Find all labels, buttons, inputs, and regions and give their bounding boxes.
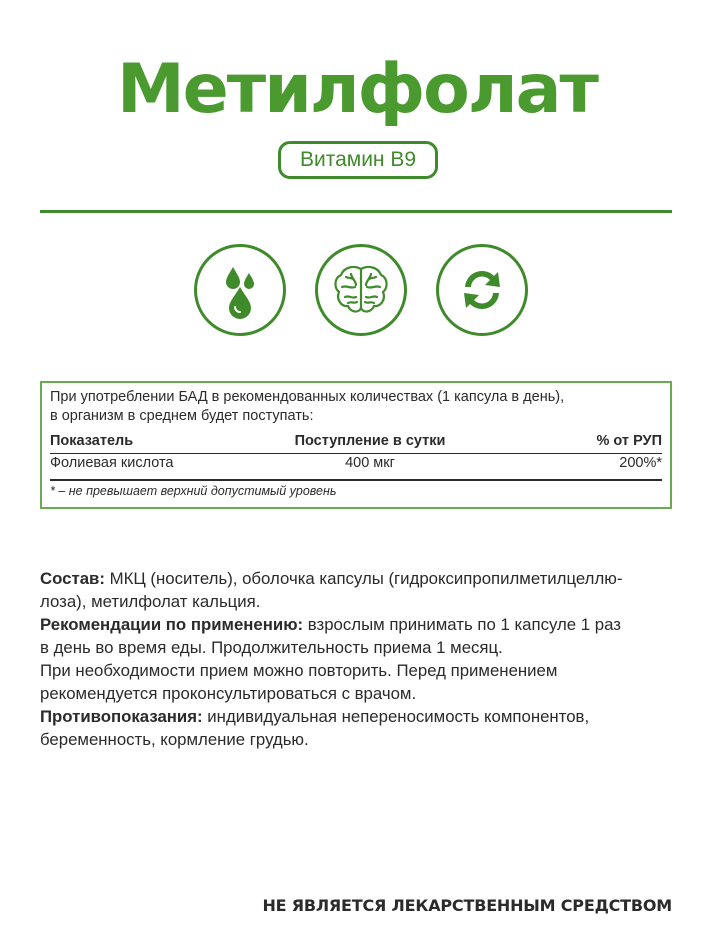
contraindications-line-1: Противопоказания: индивидуальная непереносимость компонентов, — [40, 707, 590, 726]
contraindications-label: Противопоказания: — [40, 707, 203, 726]
drops-icon — [194, 244, 286, 336]
composition-line-1: Состав: МКЦ (носитель), оболочка капсулы (гидроксипропилметилцеллю- — [40, 569, 623, 588]
table-divider — [50, 453, 662, 454]
header-indicator: Показатель — [50, 433, 134, 449]
info-intro: При употреблении БАД в рекомендованных количествах (1 капсула в день), в организм в среднем будет поступать: — [50, 389, 565, 424]
refresh-icon — [436, 244, 528, 336]
composition-label: Состав: — [40, 569, 105, 588]
brain-icon — [315, 244, 407, 336]
header-percent: % от РУП — [596, 433, 662, 449]
divider — [40, 210, 672, 213]
cell-amount: 400 мкг — [345, 455, 395, 471]
product-title: Метилфолат — [117, 50, 597, 129]
nutrition-info-box — [40, 381, 672, 509]
usage-line-1: Рекомендации по применению: взрослым принимать по 1 капсуле 1 раз — [40, 615, 621, 634]
product-description — [40, 567, 680, 751]
usage-line-4: рекомендуется проконсультироваться с врачом. — [40, 684, 417, 703]
product-subtitle-badge: Витамин B9 — [278, 141, 438, 179]
contraindications-line-2: беременность, кормление грудью. — [40, 730, 309, 749]
disclaimer: НЕ ЯВЛЯЕТСЯ ЛЕКАРСТВЕННЫМ СРЕДСТВОМ — [262, 896, 672, 915]
table-header — [50, 433, 662, 453]
cell-ingredient: Фолиевая кислота — [50, 455, 174, 471]
usage-label: Рекомендации по применению: — [40, 615, 304, 634]
composition-line-2: лоза), метилфолат кальция. — [40, 592, 261, 611]
header-daily-intake: Поступление в сутки — [294, 433, 446, 449]
usage-line-3: При необходимости прием можно повторить. Перед применением — [40, 661, 558, 680]
cell-percent: 200%* — [619, 455, 662, 471]
table-bottom-divider — [50, 479, 662, 481]
usage-line-2: в день во время еды. Продолжительность приема 1 месяц. — [40, 638, 503, 657]
table-row — [50, 455, 662, 475]
footnote: * – не превышает верхний допустимый уровень — [50, 484, 337, 498]
